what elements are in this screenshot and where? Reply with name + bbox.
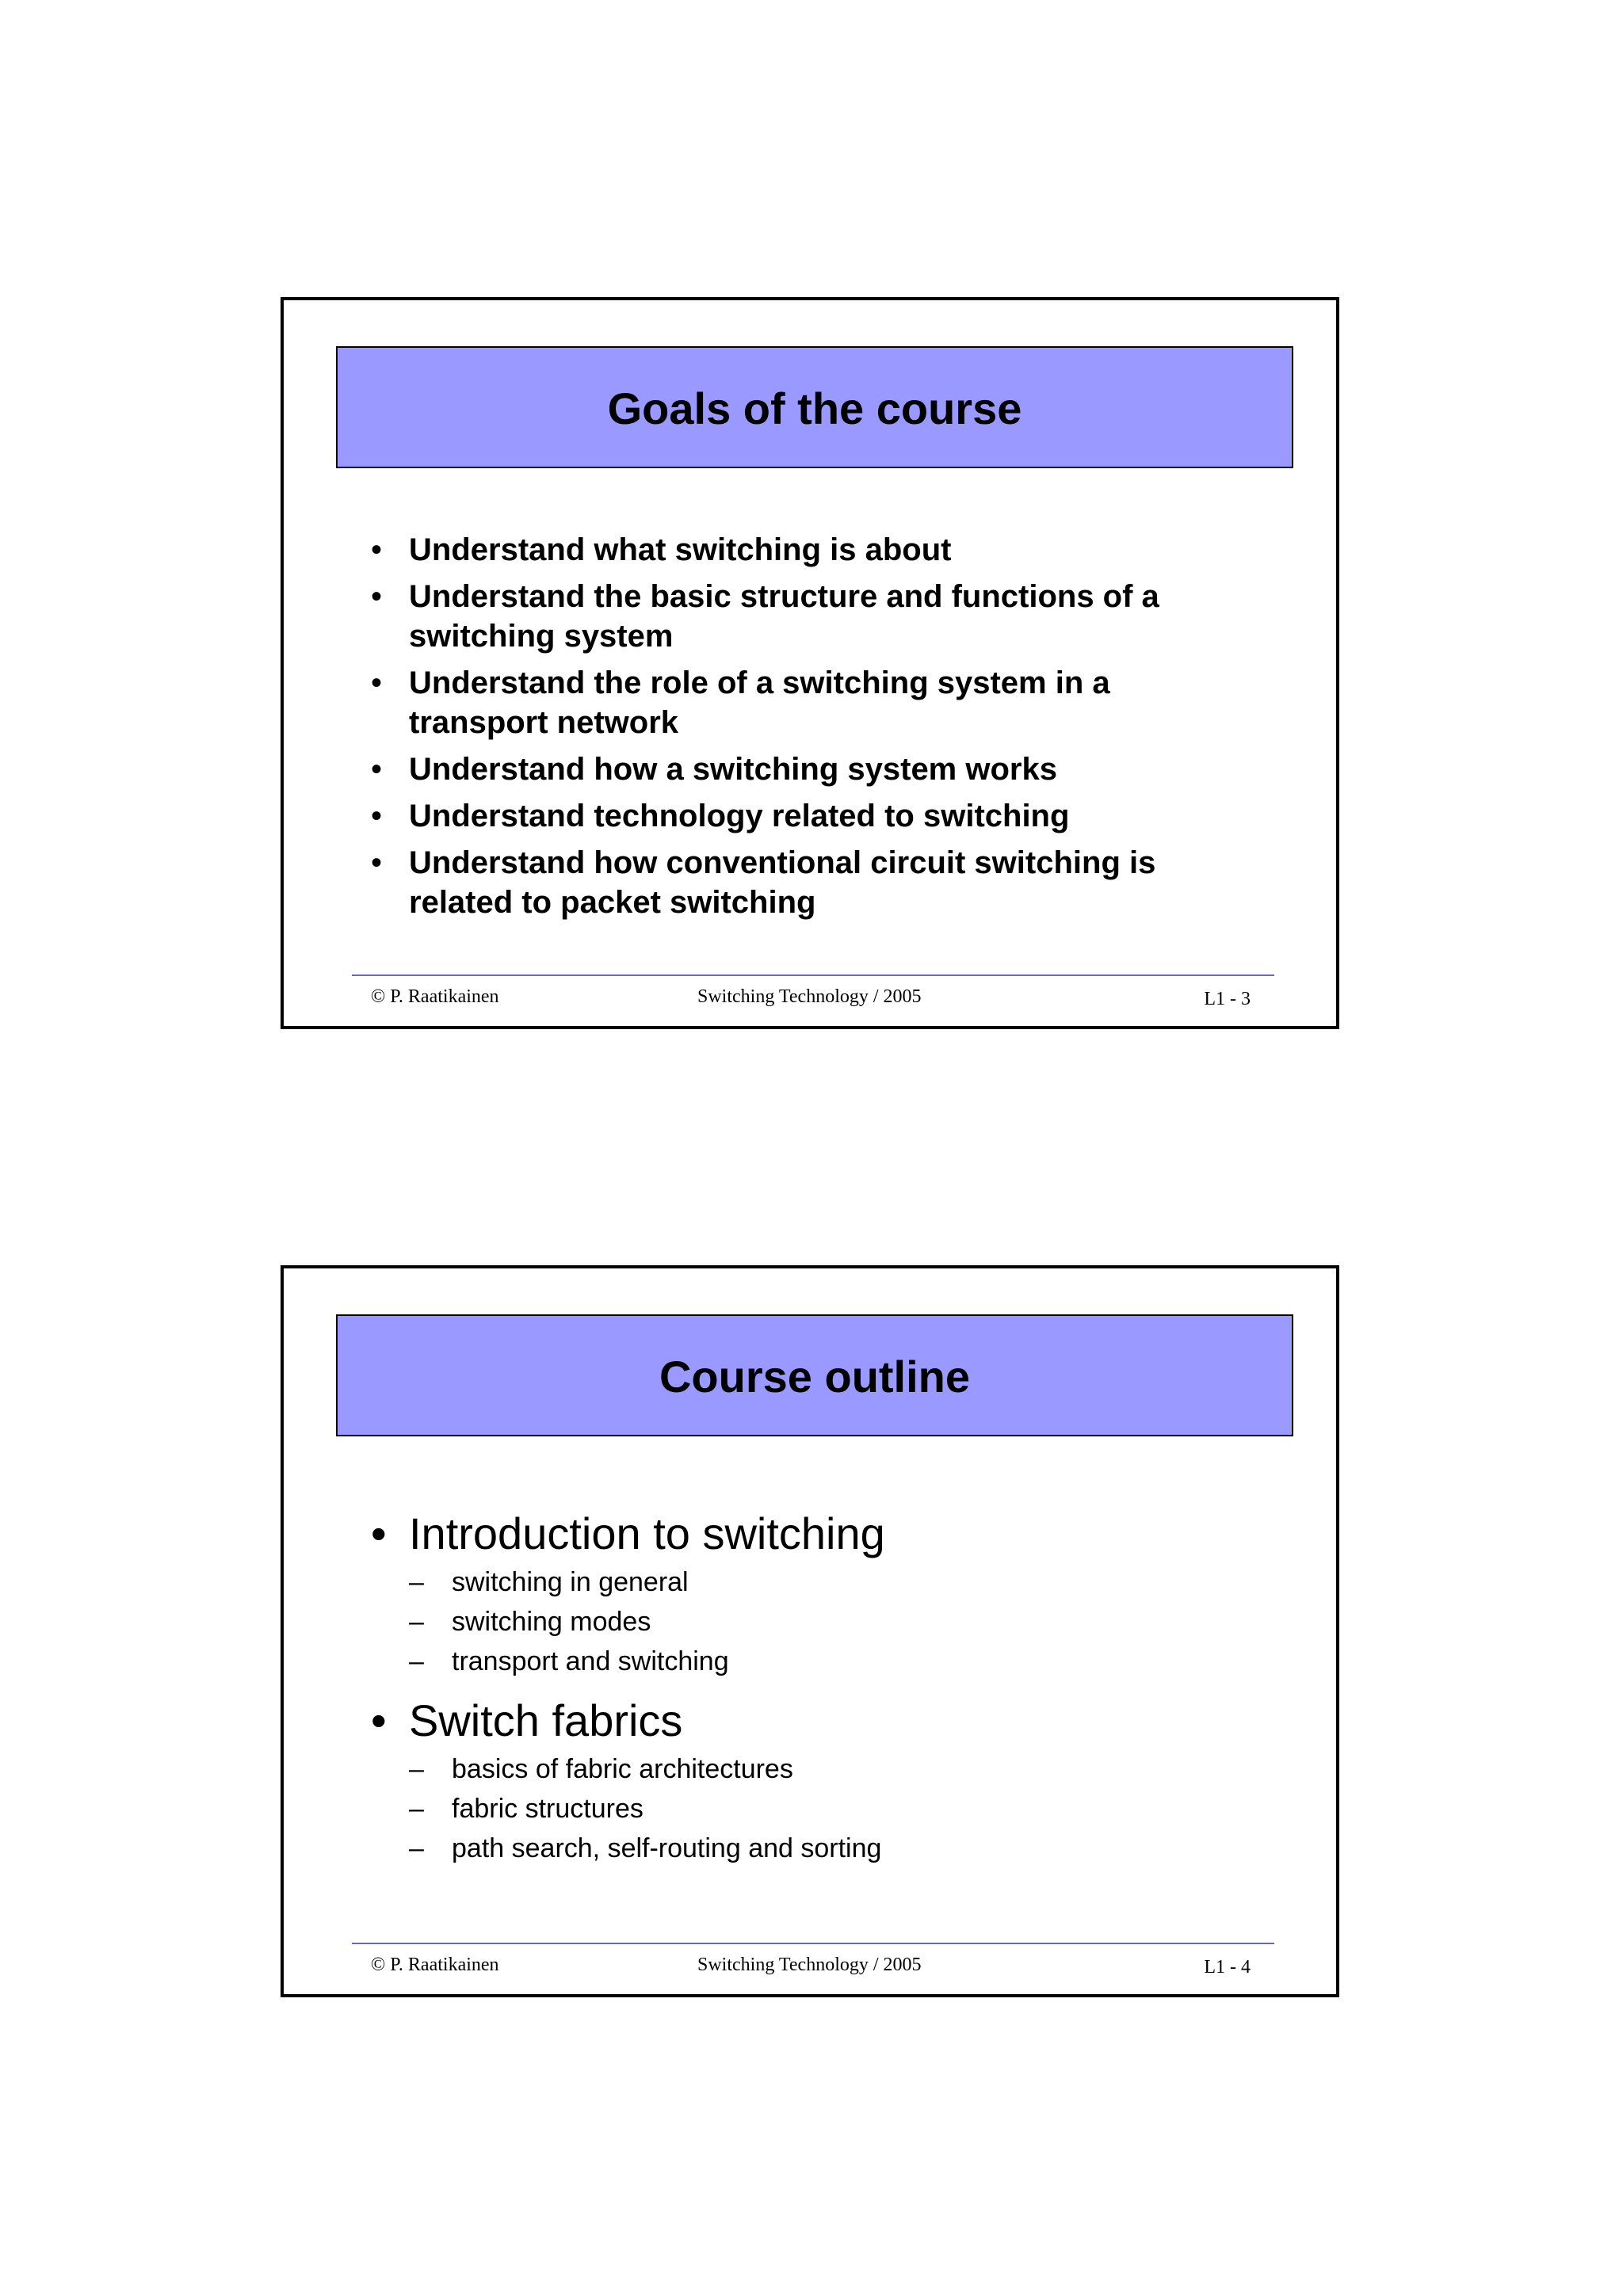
- subitem-text: basics of fabric architectures: [452, 1754, 793, 1784]
- section-heading-text: Introduction to switching: [409, 1508, 885, 1558]
- subitem-text: switching in general: [452, 1567, 689, 1597]
- bullet-icon: •: [371, 1695, 387, 1745]
- goal-text: Understand how a switching system works: [409, 752, 1057, 787]
- list-item: [371, 530, 1243, 570]
- dash-icon: –: [409, 1794, 424, 1824]
- footer-author: © P. Raatikainen: [371, 986, 499, 1007]
- bullet-icon: •: [371, 752, 383, 787]
- slide-outline: [281, 1265, 1339, 1997]
- list-item: [371, 1749, 1243, 1789]
- subitem-text: fabric structures: [452, 1794, 643, 1824]
- outline-section-heading: [371, 1695, 1243, 1746]
- bullet-icon: •: [371, 532, 383, 567]
- dash-icon: –: [409, 1646, 424, 1676]
- list-item: [371, 577, 1243, 656]
- list-item: [371, 1789, 1243, 1829]
- footer-divider: [352, 974, 1274, 976]
- outline-subitems: [371, 1562, 1243, 1681]
- section-heading-text: Switch fabrics: [409, 1695, 683, 1745]
- slide-title: Goals of the course: [607, 383, 1022, 433]
- list-item: [371, 1602, 1243, 1642]
- goal-text: Understand how conventional circuit switching is related to packet switching: [409, 845, 1156, 920]
- list-item: [371, 1562, 1243, 1602]
- footer-slide-number: L1 - 4: [1204, 1957, 1251, 1978]
- bullet-icon: •: [371, 579, 383, 614]
- dash-icon: –: [409, 1567, 424, 1597]
- slide-title-box: [336, 1314, 1293, 1436]
- goals-list: [371, 530, 1243, 929]
- goal-text: Understand the basic structure and functions of a switching system: [409, 579, 1159, 654]
- goal-text: Understand what switching is about: [409, 532, 952, 567]
- list-item: [371, 843, 1243, 922]
- list-item: [371, 1642, 1243, 1681]
- slide-title: Course outline: [659, 1351, 971, 1402]
- outline-list: [371, 1508, 1243, 1882]
- dash-icon: –: [409, 1754, 424, 1784]
- bullet-icon: •: [371, 845, 383, 880]
- subitem-text: switching modes: [452, 1607, 651, 1637]
- list-item: [371, 796, 1243, 836]
- footer-divider: [352, 1943, 1274, 1944]
- dash-icon: –: [409, 1833, 424, 1863]
- slide-title-box: [336, 346, 1293, 468]
- subitem-text: path search, self-routing and sorting: [452, 1833, 882, 1863]
- slide-goals: [281, 297, 1339, 1029]
- footer-course: Switching Technology / 2005: [697, 1955, 922, 1975]
- goal-text: Understand technology related to switching: [409, 799, 1070, 833]
- goal-text: Understand the role of a switching system in a transport network: [409, 666, 1110, 740]
- bullet-icon: •: [371, 799, 383, 833]
- dash-icon: –: [409, 1607, 424, 1637]
- footer-author: © P. Raatikainen: [371, 1955, 499, 1975]
- list-item: [371, 749, 1243, 789]
- list-item: [371, 663, 1243, 742]
- outline-section-heading: [371, 1508, 1243, 1559]
- footer-slide-number: L1 - 3: [1204, 989, 1251, 1009]
- bullet-icon: •: [371, 666, 383, 700]
- subitem-text: transport and switching: [452, 1646, 729, 1676]
- bullet-icon: •: [371, 1508, 387, 1558]
- outline-subitems: [371, 1749, 1243, 1868]
- list-item: [371, 1829, 1243, 1868]
- footer-course: Switching Technology / 2005: [697, 986, 922, 1007]
